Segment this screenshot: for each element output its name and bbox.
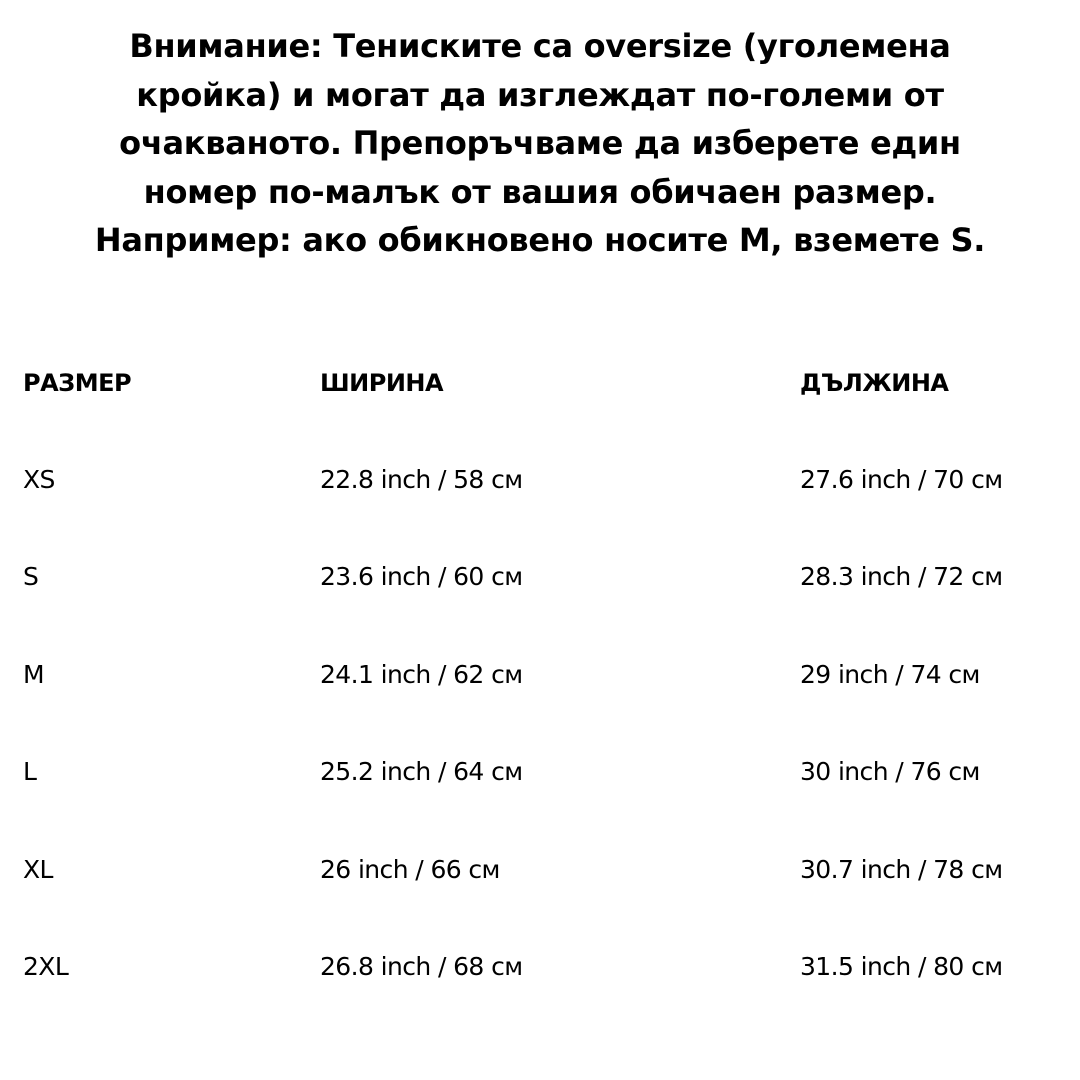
width-cell: 22.8 inch / 58 см [320,465,523,494]
width-cell: 26 inch / 66 см [320,855,500,884]
length-cell: 30 inch / 76 см [800,757,980,786]
column-header-length: ДЪЛЖИНА [800,369,949,397]
column-header-width: ШИРИНА [320,369,444,397]
length-cell: 29 inch / 74 см [800,660,980,689]
length-cell: 30.7 inch / 78 см [800,855,1003,884]
size-cell: 2XL [23,952,69,981]
length-cell: 31.5 inch / 80 см [800,952,1003,981]
length-cell: 27.6 inch / 70 см [800,465,1003,494]
notice-line: кройка) и могат да изглеждат по-големи от [136,75,944,114]
notice-line: Внимание: Тениските са oversize (уголемена [129,27,951,65]
width-cell: 24.1 inch / 62 см [320,660,523,689]
notice-line: номер по-малък от вашия обичаен размер. [143,172,937,211]
size-cell: XL [23,855,53,884]
notice-line: Например: ако обикновено носите M, вземете S. [94,221,986,259]
width-cell: 23.6 inch / 60 см [320,562,523,591]
size-cell: XS [23,465,55,494]
width-cell: 26.8 inch / 68 см [320,952,523,981]
width-cell: 25.2 inch / 64 см [320,757,523,786]
notice-line: очакваното. Препоръчваме да изберете един [119,124,961,162]
size-cell: S [23,562,39,591]
size-cell: M [23,660,44,689]
size-cell: L [23,757,37,786]
column-header-size: РАЗМЕР [23,369,132,397]
length-cell: 28.3 inch / 72 см [800,562,1003,591]
